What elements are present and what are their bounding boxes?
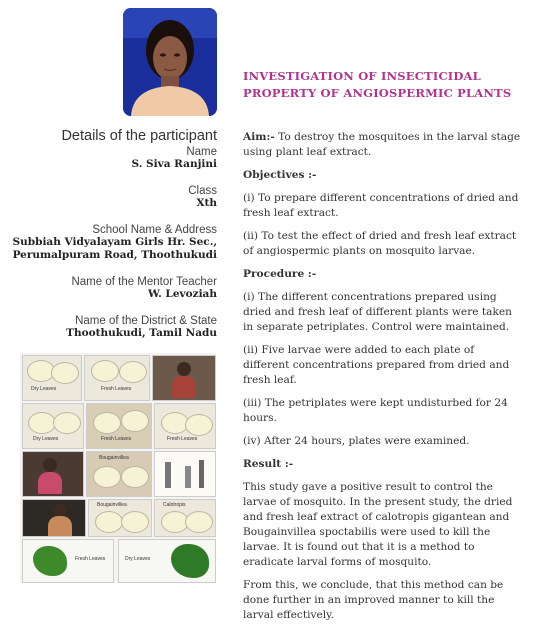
lab-setup-photo [154, 451, 216, 497]
details-heading: Details of the participant [61, 128, 217, 144]
objective-2: (ii) To test the effect of dried and fresh leaf extract of angiospermic plants on mosquito larvae. [243, 230, 517, 257]
presentation-photo [22, 451, 84, 497]
photo-label: Bougainvillea [97, 502, 127, 508]
objectives-heading: Objectives :- [243, 169, 317, 181]
objective-1: (i) To prepare different concentrations of dried and fresh leaf extract. [243, 192, 519, 219]
photo-label: Fresh Leaves [101, 436, 132, 442]
aim-paragraph [243, 130, 523, 160]
leaf-photo [22, 539, 114, 583]
photo-label: Dry Leaves [33, 436, 59, 442]
class-label: Class [188, 185, 217, 197]
result-paragraph-2: From this, we conclude, that this method can be done further in an improved manner to kill the larval effectively. [243, 579, 504, 621]
mentor-label: Name of the Mentor Teacher [71, 276, 217, 288]
aim-label: Aim:- [243, 131, 275, 143]
photo-label: Fresh Leaves [167, 436, 198, 442]
photo-label: Fresh Leaves [101, 386, 132, 392]
procedure-3: (iii) The petriplates were kept undisturbed for 24 hours. [243, 397, 508, 424]
leaf-photo [118, 539, 216, 583]
district-value: Thoothukudi, Tamil Nadu [66, 327, 217, 339]
dish-photo [22, 403, 84, 449]
photo-label: Dry Leaves [125, 556, 151, 562]
name-label: Name [186, 146, 217, 158]
district-label: Name of the District & State [75, 315, 217, 327]
name-value: S. Siva Ranjini [131, 158, 217, 170]
dish-photo [86, 403, 152, 449]
aim-text: To destroy the mosquitoes in the larval stage using plant leaf extract. [243, 131, 521, 158]
school-label: School Name & Address [92, 224, 217, 236]
result-heading: Result :- [243, 458, 294, 470]
participant-details [0, 128, 217, 354]
dish-photo [84, 355, 150, 401]
school-line1: Subbiah Vidyalayam Girls Hr. Sec., [12, 236, 217, 248]
dish-photo [88, 499, 152, 537]
procedure-4: (iv) After 24 hours, plates were examined. [243, 435, 470, 447]
photo-label: Bougainvillea [99, 455, 129, 461]
experiment-photo-collage [20, 353, 216, 583]
page-title: INVESTIGATION OF INSECTICIDAL PROPERTY OF ANGIOSPERMIC PLANTS [243, 69, 512, 100]
mentor-value: W. Levoziah [147, 288, 217, 300]
result-paragraph-1: This study gave a positive result to control the larvae of mosquito. In the present study, the dried and fresh leaf extract of calotropis gigantean and Bougainvillea spoctabilis were used to kill the larvae. It is found out that it is a method to eradicate larval forms of mosquito. [243, 481, 513, 568]
presentation-photo [22, 499, 86, 537]
presentation-photo [152, 355, 216, 401]
class-value: Xth [196, 197, 217, 209]
photo-label: Dry Leaves [31, 386, 57, 392]
dish-photo [154, 403, 216, 449]
procedure-1: (i) The different concentrations prepared using dried and fresh leaf of different plants were taken in separate petriplates. Control were maintained. [243, 291, 512, 333]
dish-photo [86, 451, 152, 497]
project-content [243, 130, 523, 631]
dish-photo [22, 355, 82, 401]
school-line2: Perumalpuram Road, Thoothukudi [12, 249, 217, 261]
dish-photo [154, 499, 216, 537]
participant-photo [123, 8, 217, 116]
photo-label: Calotropis [163, 502, 186, 508]
photo-label: Fresh Leaves [75, 556, 106, 562]
procedure-heading: Procedure :- [243, 268, 317, 280]
procedure-2: (ii) Five larvae were added to each plate of different concentrations prepared from dried and fresh leaf. [243, 344, 510, 386]
